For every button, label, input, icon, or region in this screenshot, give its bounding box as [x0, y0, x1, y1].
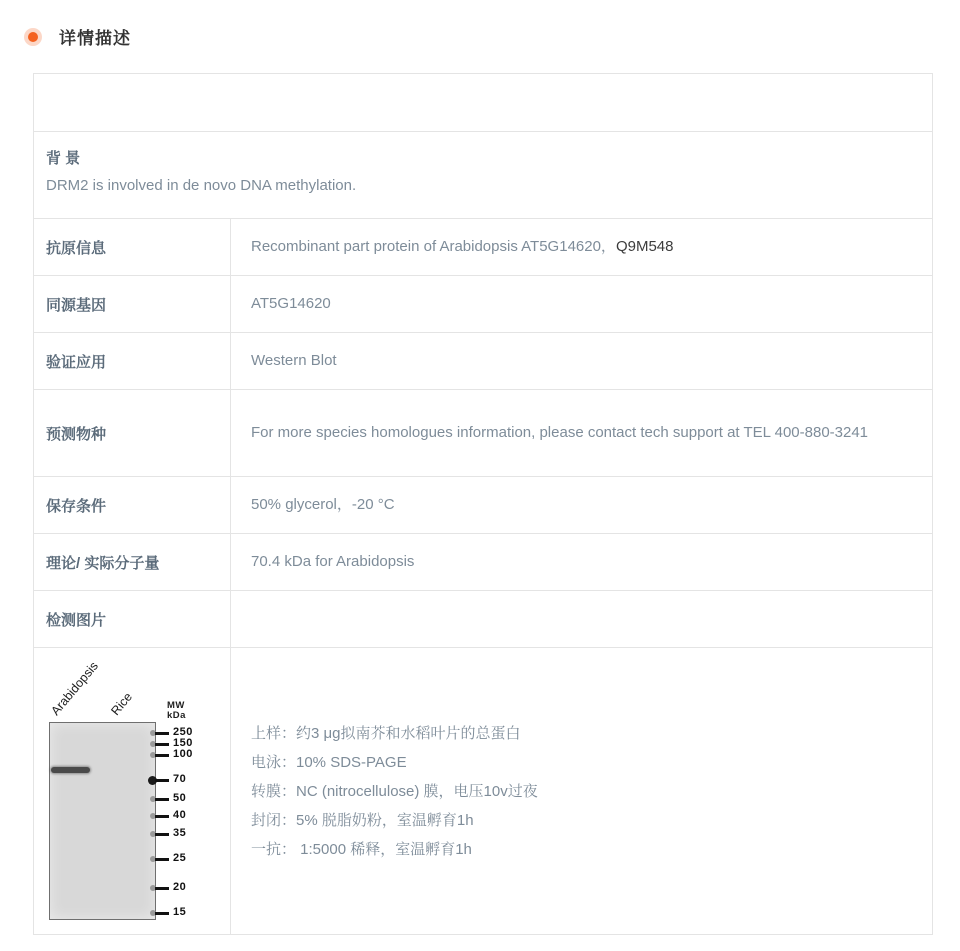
- section-title: 详情描述: [59, 29, 131, 48]
- row-label: 理论/ 实际分子量: [34, 534, 231, 590]
- mw-value: 100: [173, 748, 193, 760]
- row-value: [231, 219, 932, 275]
- table-row-molecular-weight: [34, 533, 932, 590]
- table-row-storage: [34, 476, 932, 533]
- mw-label: MW: [167, 700, 185, 711]
- mw-value: 70: [173, 773, 187, 785]
- kda-label: kDa: [167, 710, 186, 721]
- row-label: 同源基因: [34, 276, 231, 332]
- mw-value: 50: [173, 792, 187, 804]
- row-label: 抗原信息: [34, 219, 231, 275]
- row-value: 50% glycerol，-20 °C: [251, 496, 395, 513]
- row-label: 预测物种: [34, 390, 231, 476]
- bullet-icon: [28, 32, 38, 42]
- lane-label-rice: Rice: [108, 689, 136, 718]
- protocol-line-loading: 上样：约3 μg拟南芥和水稻叶片的总蛋白: [251, 724, 521, 742]
- table-row-western-blot: [34, 647, 932, 934]
- mw-value: 150: [173, 737, 193, 749]
- row-value: AT5G14620: [251, 295, 331, 312]
- mw-tick-dash: [155, 858, 169, 861]
- protocol-line-primary-antibody: 一抗： 1:5000 稀释，室温孵育1h: [251, 840, 472, 858]
- mw-value: 40: [173, 809, 187, 821]
- mw-tick-dash: [155, 754, 169, 757]
- mw-tick-dash: [155, 887, 169, 890]
- row-value: 70.4 kDa for Arabidopsis: [251, 553, 415, 570]
- row-label: 验证应用: [34, 333, 231, 389]
- row-value: For more species homologues information, please contact tech support at TEL 400-880-3241: [251, 424, 869, 441]
- protocol-line-transfer: 转膜：NC (nitrocellulose) 膜，电压10v过夜: [251, 782, 538, 800]
- mw-tick-dash: [155, 815, 169, 818]
- row-label: 保存条件: [34, 477, 231, 533]
- table-row-empty: [34, 74, 932, 131]
- table-row-application: [34, 332, 932, 389]
- mw-tick-dash: [155, 912, 169, 915]
- section-header: [28, 24, 131, 49]
- table-row-background: [34, 131, 932, 218]
- lane-label-arabidopsis: Arabidopsis: [48, 658, 101, 718]
- mw-value: 250: [173, 726, 193, 738]
- table-row-antigen: [34, 218, 932, 275]
- mw-value: 20: [173, 881, 187, 893]
- table-row-species: [34, 389, 932, 476]
- western-blot-image: [34, 648, 231, 934]
- mw-value: 35: [173, 827, 187, 839]
- protocol-text: [231, 648, 932, 934]
- uniprot-id: Q9M548: [615, 238, 674, 255]
- mw-tick-dash: [155, 798, 169, 801]
- protocol-line-electrophoresis: 电泳：10% SDS-PAGE: [251, 753, 407, 771]
- row-label-background: 背 景: [46, 150, 81, 167]
- mw-tick-dash: [155, 732, 169, 735]
- protocol-line-blocking: 封闭：5% 脱脂奶粉，室温孵育1h: [251, 811, 474, 829]
- antigen-text: Recombinant part protein of Arabidopsis AT5G14620，: [251, 238, 616, 255]
- mw-value: 15: [173, 906, 187, 918]
- mw-value: 25: [173, 852, 187, 864]
- mw-tick-dash: [155, 833, 169, 836]
- row-value: [231, 591, 932, 647]
- detail-table: [33, 73, 933, 935]
- row-value-background: DRM2 is involved in de novo DNA methylation.: [46, 177, 357, 194]
- row-label: 检测图片: [34, 591, 231, 647]
- mw-ladder: [34, 648, 230, 934]
- mw-tick-dash: [155, 779, 169, 782]
- table-row-gene: [34, 275, 932, 332]
- table-row-detection-image: [34, 590, 932, 647]
- row-value: Western Blot: [251, 352, 337, 369]
- mw-tick-dash: [155, 743, 169, 746]
